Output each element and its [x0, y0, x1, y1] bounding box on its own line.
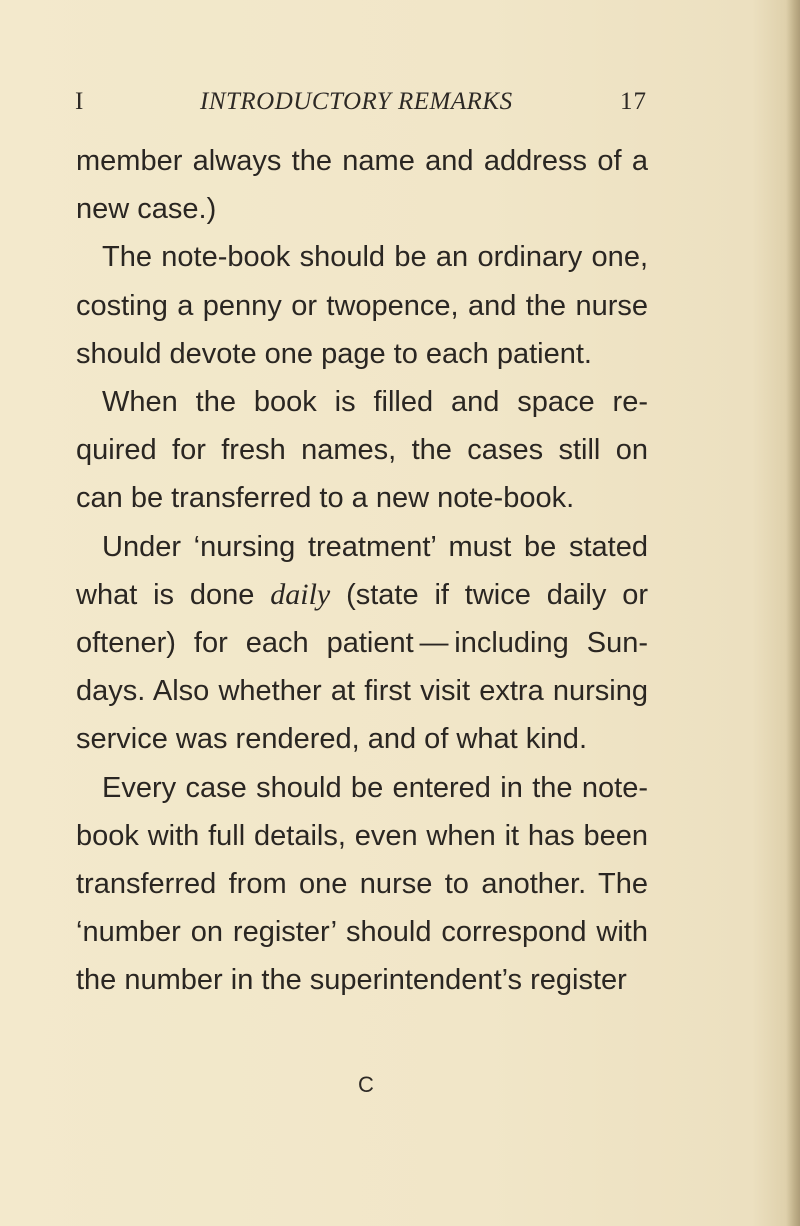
- text-segment: (state if twice daily or oftener) for each patient — including Sundays. Also whether at first visit extra nursing service was rendered, and of what kind.: [76, 578, 648, 756]
- paragraph-book-filled: When the book is filled and space required for fresh names, the cases still on can be transferred to a new note-book.: [76, 386, 648, 515]
- running-head-title: INTRODUCTORY REMARKS: [200, 88, 513, 115]
- chapter-numeral: I: [75, 88, 84, 115]
- page-edge-shadow: [786, 0, 800, 1226]
- page-number: 17: [620, 88, 647, 115]
- emphasis-daily: daily: [270, 577, 331, 611]
- paragraph-every-case: Every case should be entered in the note-book with full details, even when it has been transferred from one nurse to another. The ‘number on register’ should correspond with the number in the superintendent’s register: [76, 771, 648, 997]
- running-head: [75, 88, 647, 118]
- paragraph-note-book: The note-book should be an ordinary one, costing a penny or twopence, and the nurse should devote one page to each patient.: [76, 241, 648, 370]
- signature-mark: C: [358, 1072, 374, 1097]
- paragraph-nursing-treatment: [76, 523, 648, 764]
- paragraph-continuation: member always the name and address of a new case.): [76, 145, 648, 226]
- body-text: [76, 137, 648, 1005]
- text-segment: Under ‘nursing treatment’ must be stated what is done: [76, 530, 648, 611]
